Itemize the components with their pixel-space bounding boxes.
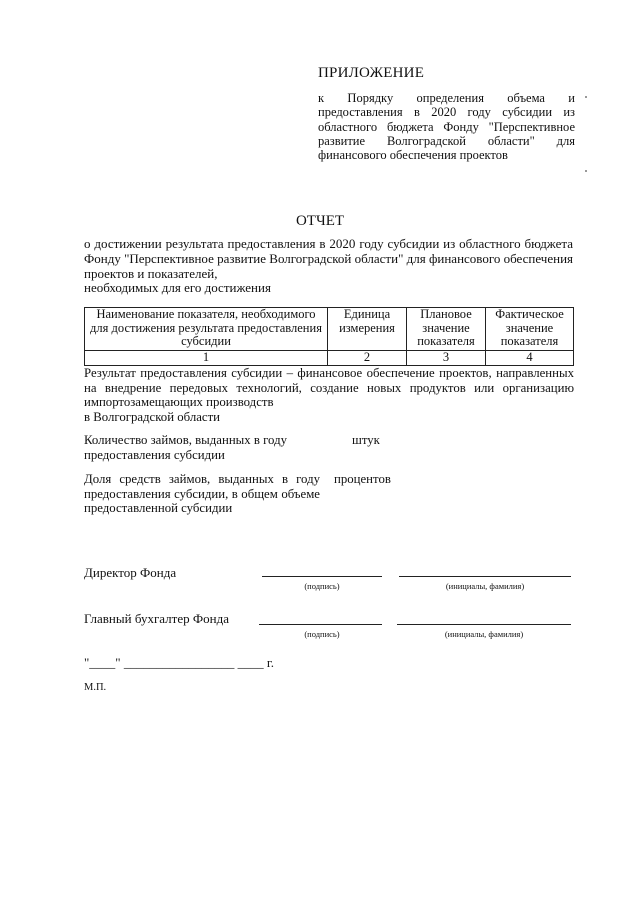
appendix-text: к Порядку определения объема и предоставления в 2020 году субсидии из областного бюджета Фонду "Перспективное развитие Волгоградской области" для финансового обеспечения проектов — [318, 91, 575, 163]
director-signature-line — [262, 576, 382, 577]
director-name-line — [399, 576, 571, 577]
director-label: Директор Фонда — [84, 565, 177, 580]
name-caption: (инициалы, фамилия) — [444, 629, 524, 639]
column-number: 1 — [85, 351, 328, 366]
indicator-unit: процентов — [334, 472, 391, 486]
indicator-name: Доля средств займов, выданных в году предоставления субсидии, в общем объеме предоставленной субсидии — [84, 472, 320, 515]
table-row — [85, 351, 574, 366]
scan-speck — [585, 96, 587, 98]
column-header-planned: Плановое значение показателя — [407, 308, 486, 351]
column-number: 3 — [407, 351, 486, 366]
table-header-row — [85, 308, 574, 351]
result-text-last: в Волгоградской области — [84, 409, 221, 424]
date-line: "____" _________________ ____ г. — [84, 655, 274, 670]
column-header-actual: Фактическое значение показателя — [486, 308, 574, 351]
signature-caption: (подпись) — [304, 629, 340, 639]
report-subtitle-last: необходимых для его достижения — [84, 280, 271, 296]
column-number: 2 — [328, 351, 407, 366]
accountant-name-line — [397, 624, 571, 625]
column-number: 4 — [486, 351, 574, 366]
column-header-unit: Единица измерения — [328, 308, 407, 351]
name-caption: (инициалы, фамилия) — [445, 581, 525, 591]
accountant-signature-line — [262, 624, 382, 625]
report-subtitle-main: о достижении результата предоставления в 2020 году субсидии из областного бюджета Фонду "Перспективное развитие Волгоградской области" для финансового обеспечения проектов и показателей, — [84, 236, 574, 281]
scan-speck — [585, 170, 587, 172]
stamp-label: М.П. — [84, 682, 107, 693]
signature-caption: (подпись) — [304, 581, 340, 591]
result-description — [84, 366, 574, 424]
report-title: ОТЧЕТ — [295, 213, 345, 229]
result-text-main: Результат предоставления субсидии – финансовое обеспечение проектов, направленных на внедрение передовых технологий, создание новых продуктов или организацию импортозамещающих производств — [84, 366, 574, 409]
accountant-label: Главный бухгалтер Фонда — [84, 611, 229, 626]
indicators-table — [84, 307, 574, 366]
column-header-indicator: Наименование показателя, необходимого для достижения результата предоставления субсидии — [85, 308, 328, 351]
appendix-title: ПРИЛОЖЕНИЕ — [318, 65, 425, 81]
indicator-name: Количество займов, выданных в году предоставления субсидии — [84, 433, 287, 462]
report-subtitle — [84, 237, 573, 296]
indicator-unit: штук — [352, 433, 380, 447]
